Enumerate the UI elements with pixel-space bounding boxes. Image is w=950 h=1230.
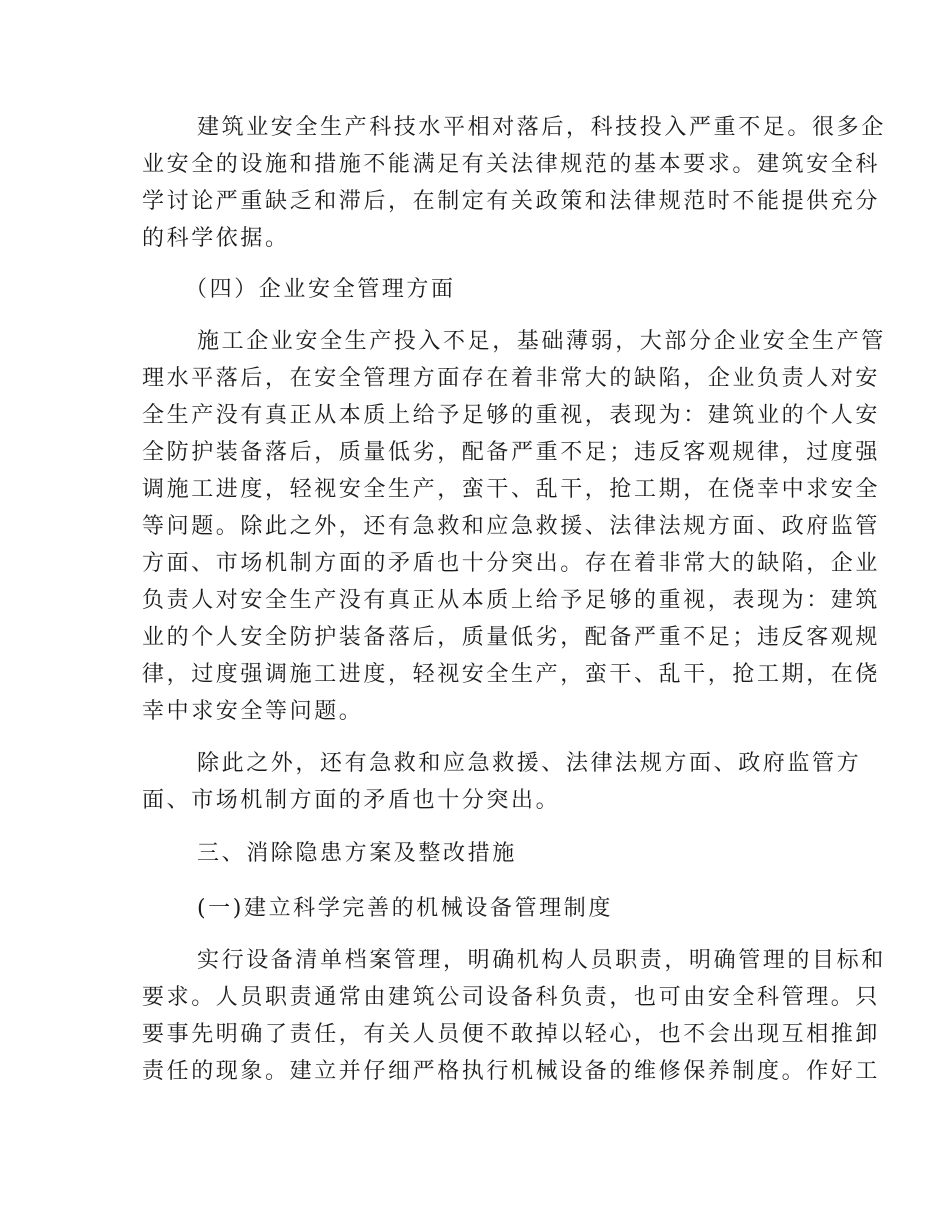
paragraph-2-line-2: 理水平落后，在安全管理方面存在着非常大的缺陷，企业负责人对安 (142, 366, 881, 391)
paragraph-4-line-3: 要事先明确了责任，有关人员便不敢掉以轻心，也不会出现互相推卸 (142, 1022, 881, 1047)
subsection-heading-1: (一)建立科学完善的机械设备管理制度 (197, 896, 613, 921)
paragraph-2-line-10: 律，过度强调施工进度，轻视安全生产，蛮干、乱干，抢工期，在侥 (142, 662, 881, 687)
paragraph-2-line-1: 施工企业安全生产投入不足，基础薄弱，大部分企业安全生产管 (197, 329, 886, 354)
paragraph-2-line-3: 全生产没有真正从本质上给予足够的重视，表现为：建筑业的个人安 (142, 403, 881, 428)
paragraph-2-line-7: 方面、市场机制方面的矛盾也十分突出。存在着非常大的缺陷，企业 (142, 551, 881, 576)
paragraph-4-line-2: 要求。人员职责通常由建筑公司设备科负责，也可由安全科管理。只 (142, 985, 881, 1010)
paragraph-2-line-4: 全防护装备落后，质量低劣，配备严重不足；违反客观规律，过度强 (142, 440, 881, 465)
paragraph-3-line-2: 面、市场机制方面的矛盾也十分突出。 (142, 788, 561, 813)
paragraph-1-line-1: 建筑业安全生产科技水平相对落后，科技投入严重不足。很多企 (197, 115, 886, 140)
paragraph-2-line-6: 等问题。除此之外，还有急救和应急救援、法律法规方面、政府监管 (142, 514, 881, 539)
paragraph-2-line-8: 负责人对安全生产没有真正从本质上给予足够的重视，表现为：建筑 (142, 588, 881, 613)
paragraph-4-line-4: 责任的现象。建立并仔细严格执行机械设备的维修保养制度。作好工 (142, 1059, 881, 1084)
section-heading-4: （四）企业安全管理方面 (185, 277, 456, 302)
paragraph-2-line-5: 调施工进度，轻视安全生产，蛮干、乱干，抢工期，在侥幸中求安全 (142, 477, 881, 502)
paragraph-3-line-1: 除此之外，还有急救和应急救援、法律法规方面、政府监管方 (197, 751, 862, 776)
paragraph-1-line-2: 业安全的设施和措施不能满足有关法律规范的基本要求。建筑安全科 (142, 152, 881, 177)
paragraph-1-line-4: 的科学依据。 (142, 226, 290, 251)
paragraph-4-line-1: 实行设备清单档案管理，明确机构人员职责，明确管理的目标和 (197, 948, 886, 973)
paragraph-2-line-9: 业的个人安全防护装备落后，质量低劣，配备严重不足；违反客观规 (142, 625, 881, 650)
paragraph-1-line-3: 学讨论严重缺乏和滞后，在制定有关政策和法律规范时不能提供充分 (142, 189, 881, 214)
paragraph-2-line-11: 幸中求安全等问题。 (142, 699, 364, 724)
section-heading-3: 三、消除隐患方案及整改措施 (197, 841, 517, 866)
